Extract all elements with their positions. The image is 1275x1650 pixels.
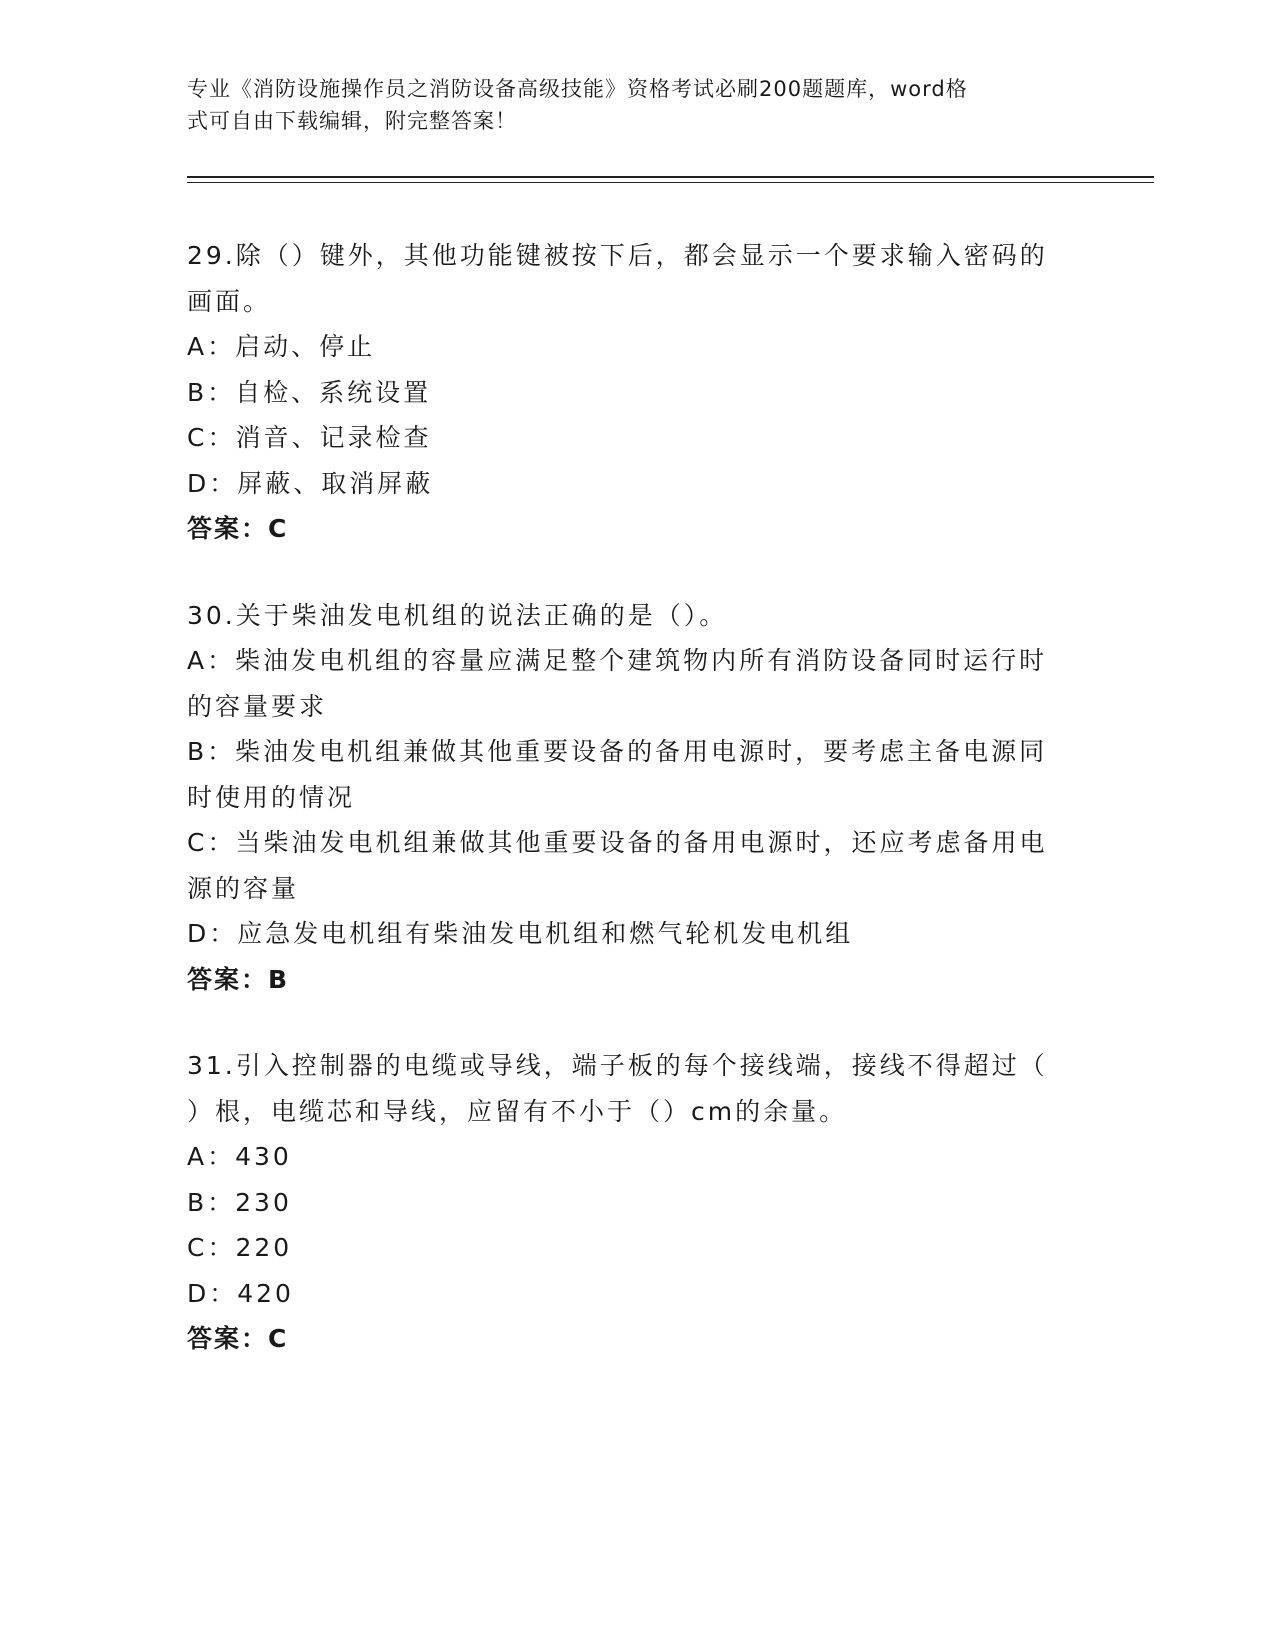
header-line-1: 专业《消防设施操作员之消防设备高级技能》资格考试必刷200题题库，word格 — [187, 77, 968, 101]
answer-key: 答案：C — [187, 1324, 289, 1353]
answer-option-line: A：启动、停止 — [187, 332, 376, 361]
question-list — [187, 233, 1087, 1403]
answer-option-line: D：应急发电机组有柴油发电机组和燃气轮机发电机组 — [187, 919, 854, 948]
answer-option-line: 时使用的情况 — [187, 782, 356, 812]
question-block — [187, 593, 1087, 1003]
answer-option-line: D：屏蔽、取消屏蔽 — [187, 468, 434, 498]
question-stem-line: 30.关于柴油发电机组的说法正确的是（）。 — [187, 600, 728, 630]
answer-key: 答案：B — [187, 964, 290, 994]
answer-option-line: C：消音、记录检查 — [187, 423, 432, 452]
document-header — [187, 73, 1087, 137]
answer-option-line: B：230 — [187, 1187, 292, 1217]
question-stem-line: 29.除（）键外，其他功能键被按下后，都会显示一个要求输入密码的 — [187, 241, 1048, 270]
header-divider-thick — [187, 176, 1154, 178]
question-stem-line: 31.引入控制器的电缆或导线，端子板的每个接线端，接线不得超过（ — [187, 1051, 1048, 1080]
answer-option-line: 的容量要求 — [187, 691, 328, 721]
answer-option-line: A：柴油发电机组的容量应满足整个建筑物内所有消防设备同时运行时 — [187, 646, 1048, 675]
answer-option-line: C：220 — [187, 1233, 293, 1262]
answer-option-line: D：420 — [187, 1278, 294, 1308]
answer-key: 答案：C — [187, 514, 289, 543]
answer-option-line: C：当柴油发电机组兼做其他重要设备的备用电源时，还应考虑备用电 — [187, 828, 1048, 857]
question-block — [187, 1043, 1087, 1362]
answer-option-line: B：柴油发电机组兼做其他重要设备的备用电源时，要考虑主备电源同 — [187, 737, 1048, 766]
header-divider-thin — [187, 182, 1154, 183]
question-block — [187, 233, 1087, 552]
answer-option-line: B：自检、系统设置 — [187, 377, 432, 407]
header-line-2: 式可自由下载编辑，附完整答案！ — [187, 109, 517, 133]
answer-option-line: A：430 — [187, 1142, 292, 1171]
question-stem-line: ）根，电缆芯和导线，应留有不小于（）cm的余量。 — [187, 1096, 848, 1126]
answer-option-line: 源的容量 — [187, 873, 300, 903]
question-stem-line: 画面。 — [187, 286, 272, 316]
